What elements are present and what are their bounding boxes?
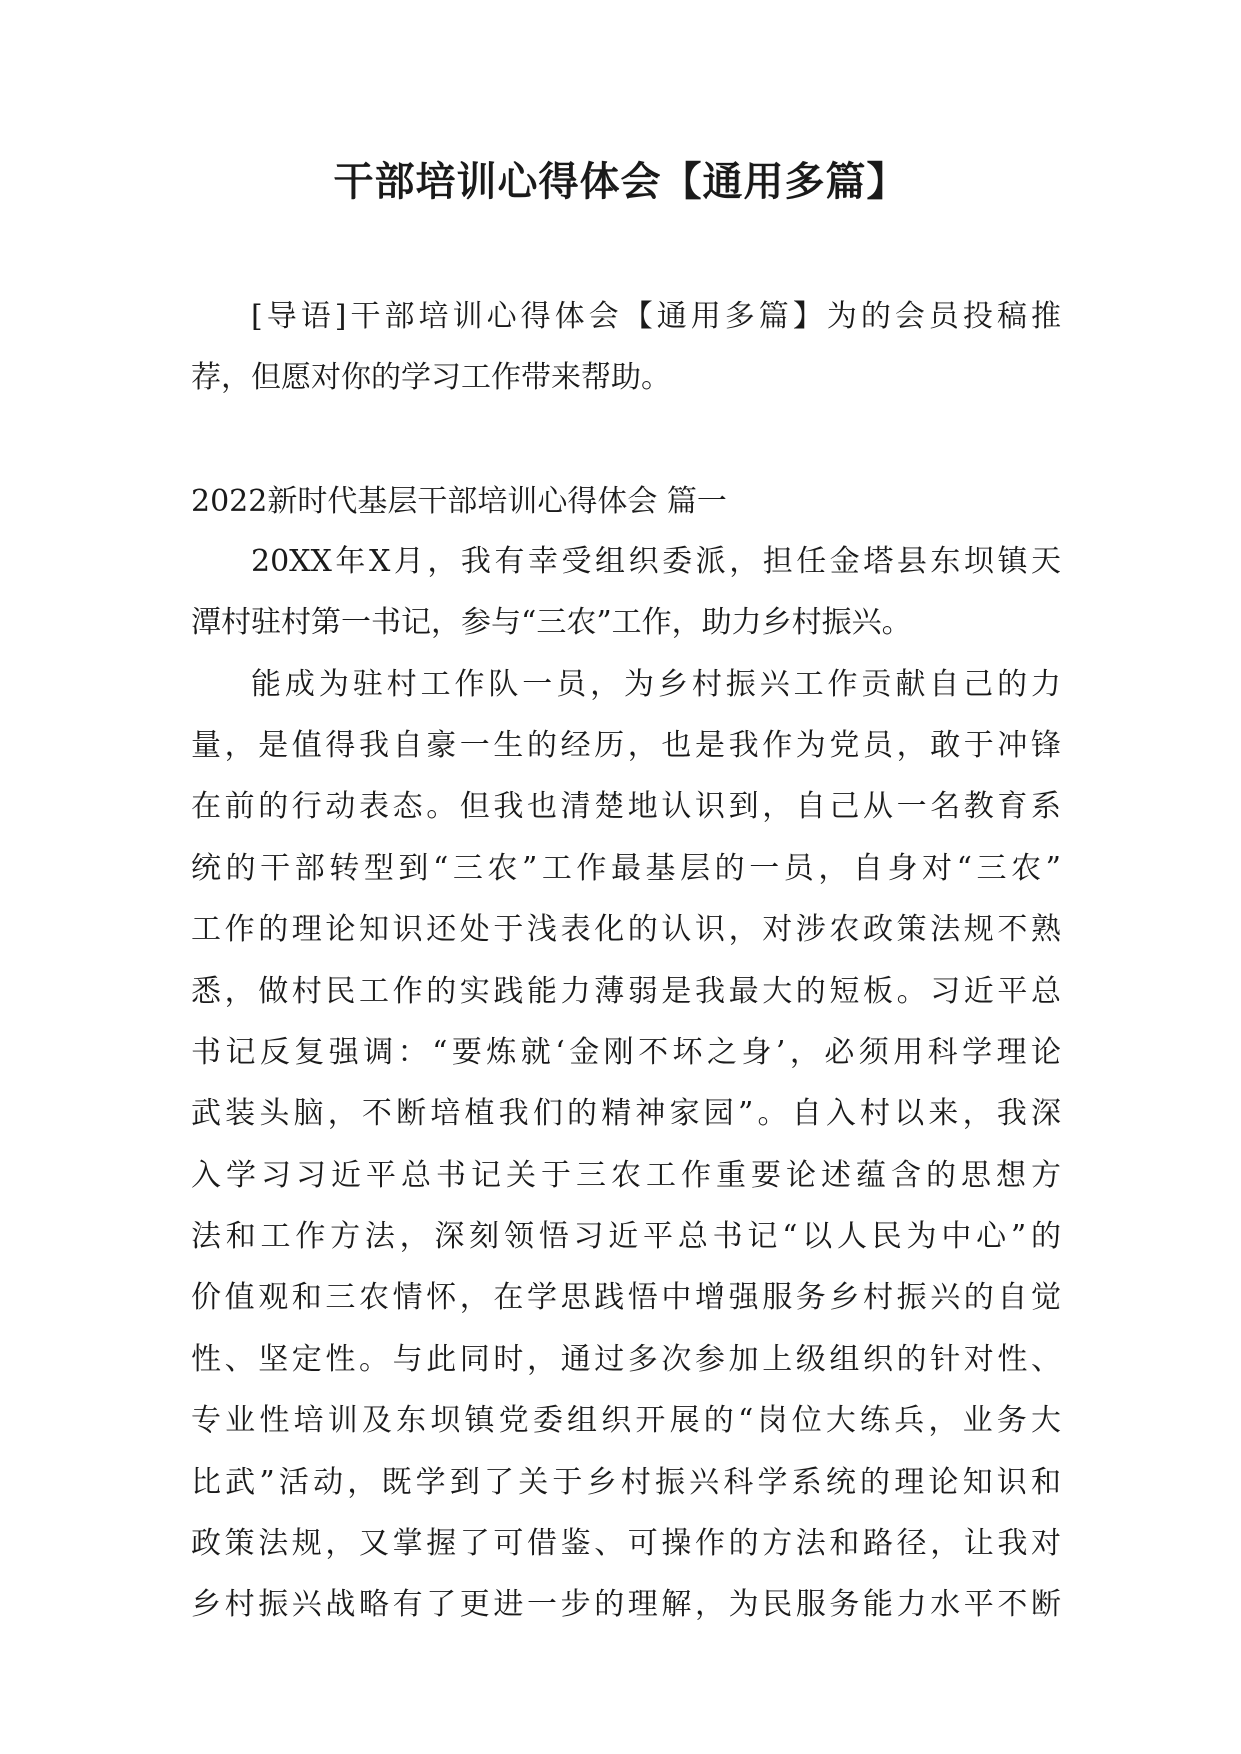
paragraph2-line: 能成为驻村工作队一员，为乡村振兴工作贡献自己的力 xyxy=(251,666,1061,702)
paragraph2-line: 法和工作方法，深刻领悟习近平总书记“以人民为中心”的 xyxy=(191,1219,1061,1255)
paragraph2-line: 乡村振兴战略有了更进一步的理解，为民服务能力水平不断 xyxy=(191,1587,1061,1623)
intro-line: [导语]干部培训心得体会【通用多篇】为的会员投稿推 xyxy=(251,299,1061,334)
paragraph2-line: 政策法规，又掌握了可借鉴、可操作的方法和路径，让我对 xyxy=(191,1526,1061,1562)
document-body xyxy=(191,286,1061,1636)
paragraph1-line: 潭村驻村第一书记，参与“三农”工作，助力乡村振兴。 xyxy=(191,605,912,641)
paragraph2-line: 在前的行动表态。但我也清楚地认识到，自己从一名教育系 xyxy=(191,789,1061,825)
paragraph2-line: 统的干部转型到“三农”工作最基层的一员，自身对“三农” xyxy=(191,850,1061,886)
paragraph2-line: 性、坚定性。与此同时，通过多次参加上级组织的针对性、 xyxy=(191,1341,1061,1377)
paragraph2-line: 专业性培训及东坝镇党委组织开展的“岗位大练兵，业务大 xyxy=(191,1403,1061,1439)
paragraph1-line: 20XX年X月，我有幸受组织委派，担任金塔县东坝镇天 xyxy=(251,543,1061,579)
intro-line: 荐，但愿对你的学习工作带来帮助。 xyxy=(191,360,671,396)
paragraph2-line: 武装头脑，不断培植我们的精神家园”。自入村以来，我深 xyxy=(191,1096,1061,1132)
section-heading: 2022新时代基层干部培训心得体会 篇一 xyxy=(191,483,727,519)
paragraph2-line: 比武”活动，既学到了关于乡村振兴科学系统的理论知识和 xyxy=(191,1464,1061,1500)
paragraph2-line: 悉，做村民工作的实践能力薄弱是我最大的短板。习近平总 xyxy=(191,973,1061,1009)
paragraph2-line: 工作的理论知识还处于浅表化的认识，对涉农政策法规不熟 xyxy=(191,912,1061,948)
paragraph-gap xyxy=(191,409,1061,471)
paragraph2-line: 量，是值得我自豪一生的经历，也是我作为党员，敢于冲锋 xyxy=(191,727,1061,763)
paragraph2-line: 价值观和三农情怀，在学思践悟中增强服务乡村振兴的自觉 xyxy=(191,1280,1061,1316)
paragraph2-line: 入学习习近平总书记关于三农工作重要论述蕴含的思想方 xyxy=(191,1157,1061,1193)
document-title: 干部培训心得体会【通用多篇】 xyxy=(333,158,908,205)
paragraph2-line: 书记反复强调：“要炼就‘金刚不坏之身’，必须用科学理论 xyxy=(191,1034,1061,1070)
